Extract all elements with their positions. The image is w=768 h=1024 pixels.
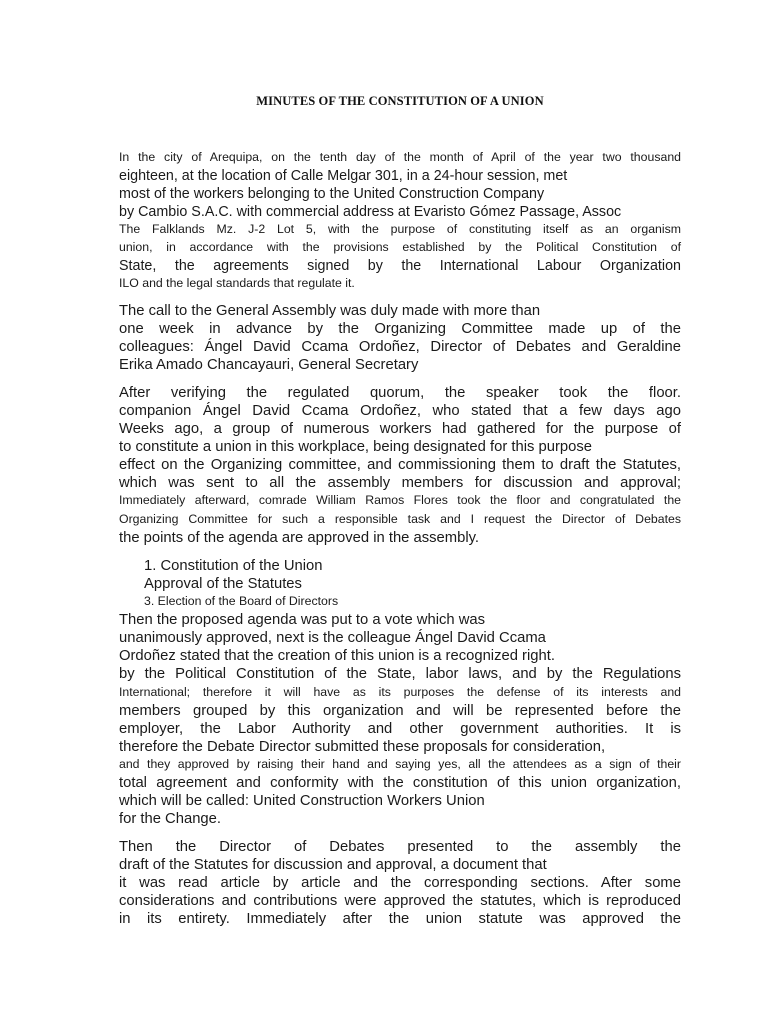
agenda-item: 1. Constitution of the Union [144,558,323,574]
text-line: unanimously approved, next is the colleague Ángel David Ccama [119,630,546,646]
text-line: which will be called: United Construction Workers Union [119,793,485,809]
text-line: most of the workers belonging to the United Construction Company [119,186,545,202]
text-line: colleagues: Ángel David Ccama Ordoñez, Director of Debates and Geraldine [119,339,681,355]
text-line: In the city of Arequipa, on the tenth day of the month of April of the year two thousand [119,150,681,164]
text-line: eighteen, at the location of Calle Melgar 301, in a 24-hour session, met [119,168,568,184]
document-title: MINUTES OF THE CONSTITUTION OF A UNION [256,94,544,108]
text-line: The Falklands Mz. J-2 Lot 5, with the purpose of constituting itself as an organism [119,222,681,236]
text-line: in its entirety. Immediately after the union statute was approved the [119,911,681,927]
text-line: to constitute a union in this workplace, being designated for this purpose [119,439,592,455]
text-line: companion Ángel David Ccama Ordoñez, who stated that a few days ago [119,403,681,419]
text-line: it was read article by article and the corresponding sections. After some [119,875,681,891]
text-line: ILO and the legal standards that regulate it. [119,276,355,290]
text-line: Organizing Committee for such a responsible task and I request the Director of Debates [119,512,681,526]
text-line: The call to the General Assembly was duly made with more than [119,303,541,319]
text-line: Then the proposed agenda was put to a vote which was [119,612,486,628]
text-line: draft of the Statutes for discussion and approval, a document that [119,857,547,873]
text-line: by the Political Constitution of the State, labor laws, and by the Regulations [119,666,681,682]
text-line: which was sent to all the assembly members for discussion and approval; [119,475,681,491]
text-line: Weeks ago, a group of numerous workers had gathered for the purpose of [119,421,681,437]
text-line: State, the agreements signed by the International Labour Organization [119,258,681,274]
text-line: Ordoñez stated that the creation of this union is a recognized right. [119,648,555,664]
text-line: After verifying the regulated quorum, the speaker took the floor. [119,385,681,401]
text-line: members grouped by this organization and will be represented before the [119,703,681,719]
text-line: Erika Amado Chancayauri, General Secretary [119,357,419,373]
text-line: total agreement and conformity with the constitution of this union organization, [119,775,681,791]
text-line: International; therefore it will have as its purposes the defense of its interests and [119,685,681,699]
text-line: therefore the Debate Director submitted these proposals for consideration, [119,739,606,755]
text-line: by Cambio S.A.C. with commercial address at Evaristo Gómez Passage, Assoc [119,204,622,220]
text-line: considerations and contributions were approved the statutes, which is reproduced [119,893,681,909]
text-line: Immediately afterward, comrade William Ramos Flores took the floor and congratulated the [119,493,681,507]
text-line: union, in accordance with the provisions established by the Political Constitution of [119,240,681,254]
text-line: effect on the Organizing committee, and commissioning them to draft the Statutes, [119,457,681,473]
text-line: employer, the Labor Authority and other government authorities. It is [119,721,681,737]
agenda-item: 3. Election of the Board of Directors [144,594,339,608]
text-line: Then the Director of Debates presented to the assembly the [119,839,681,855]
text-line: one week in advance by the Organizing Committee made up of the [119,321,681,337]
text-line: and they approved by raising their hand and saying yes, all the attendees as a sign of their [119,757,681,771]
text-line: for the Change. [119,811,222,827]
agenda-item: Approval of the Statutes [144,576,302,592]
text-line: the points of the agenda are approved in the assembly. [119,530,480,546]
